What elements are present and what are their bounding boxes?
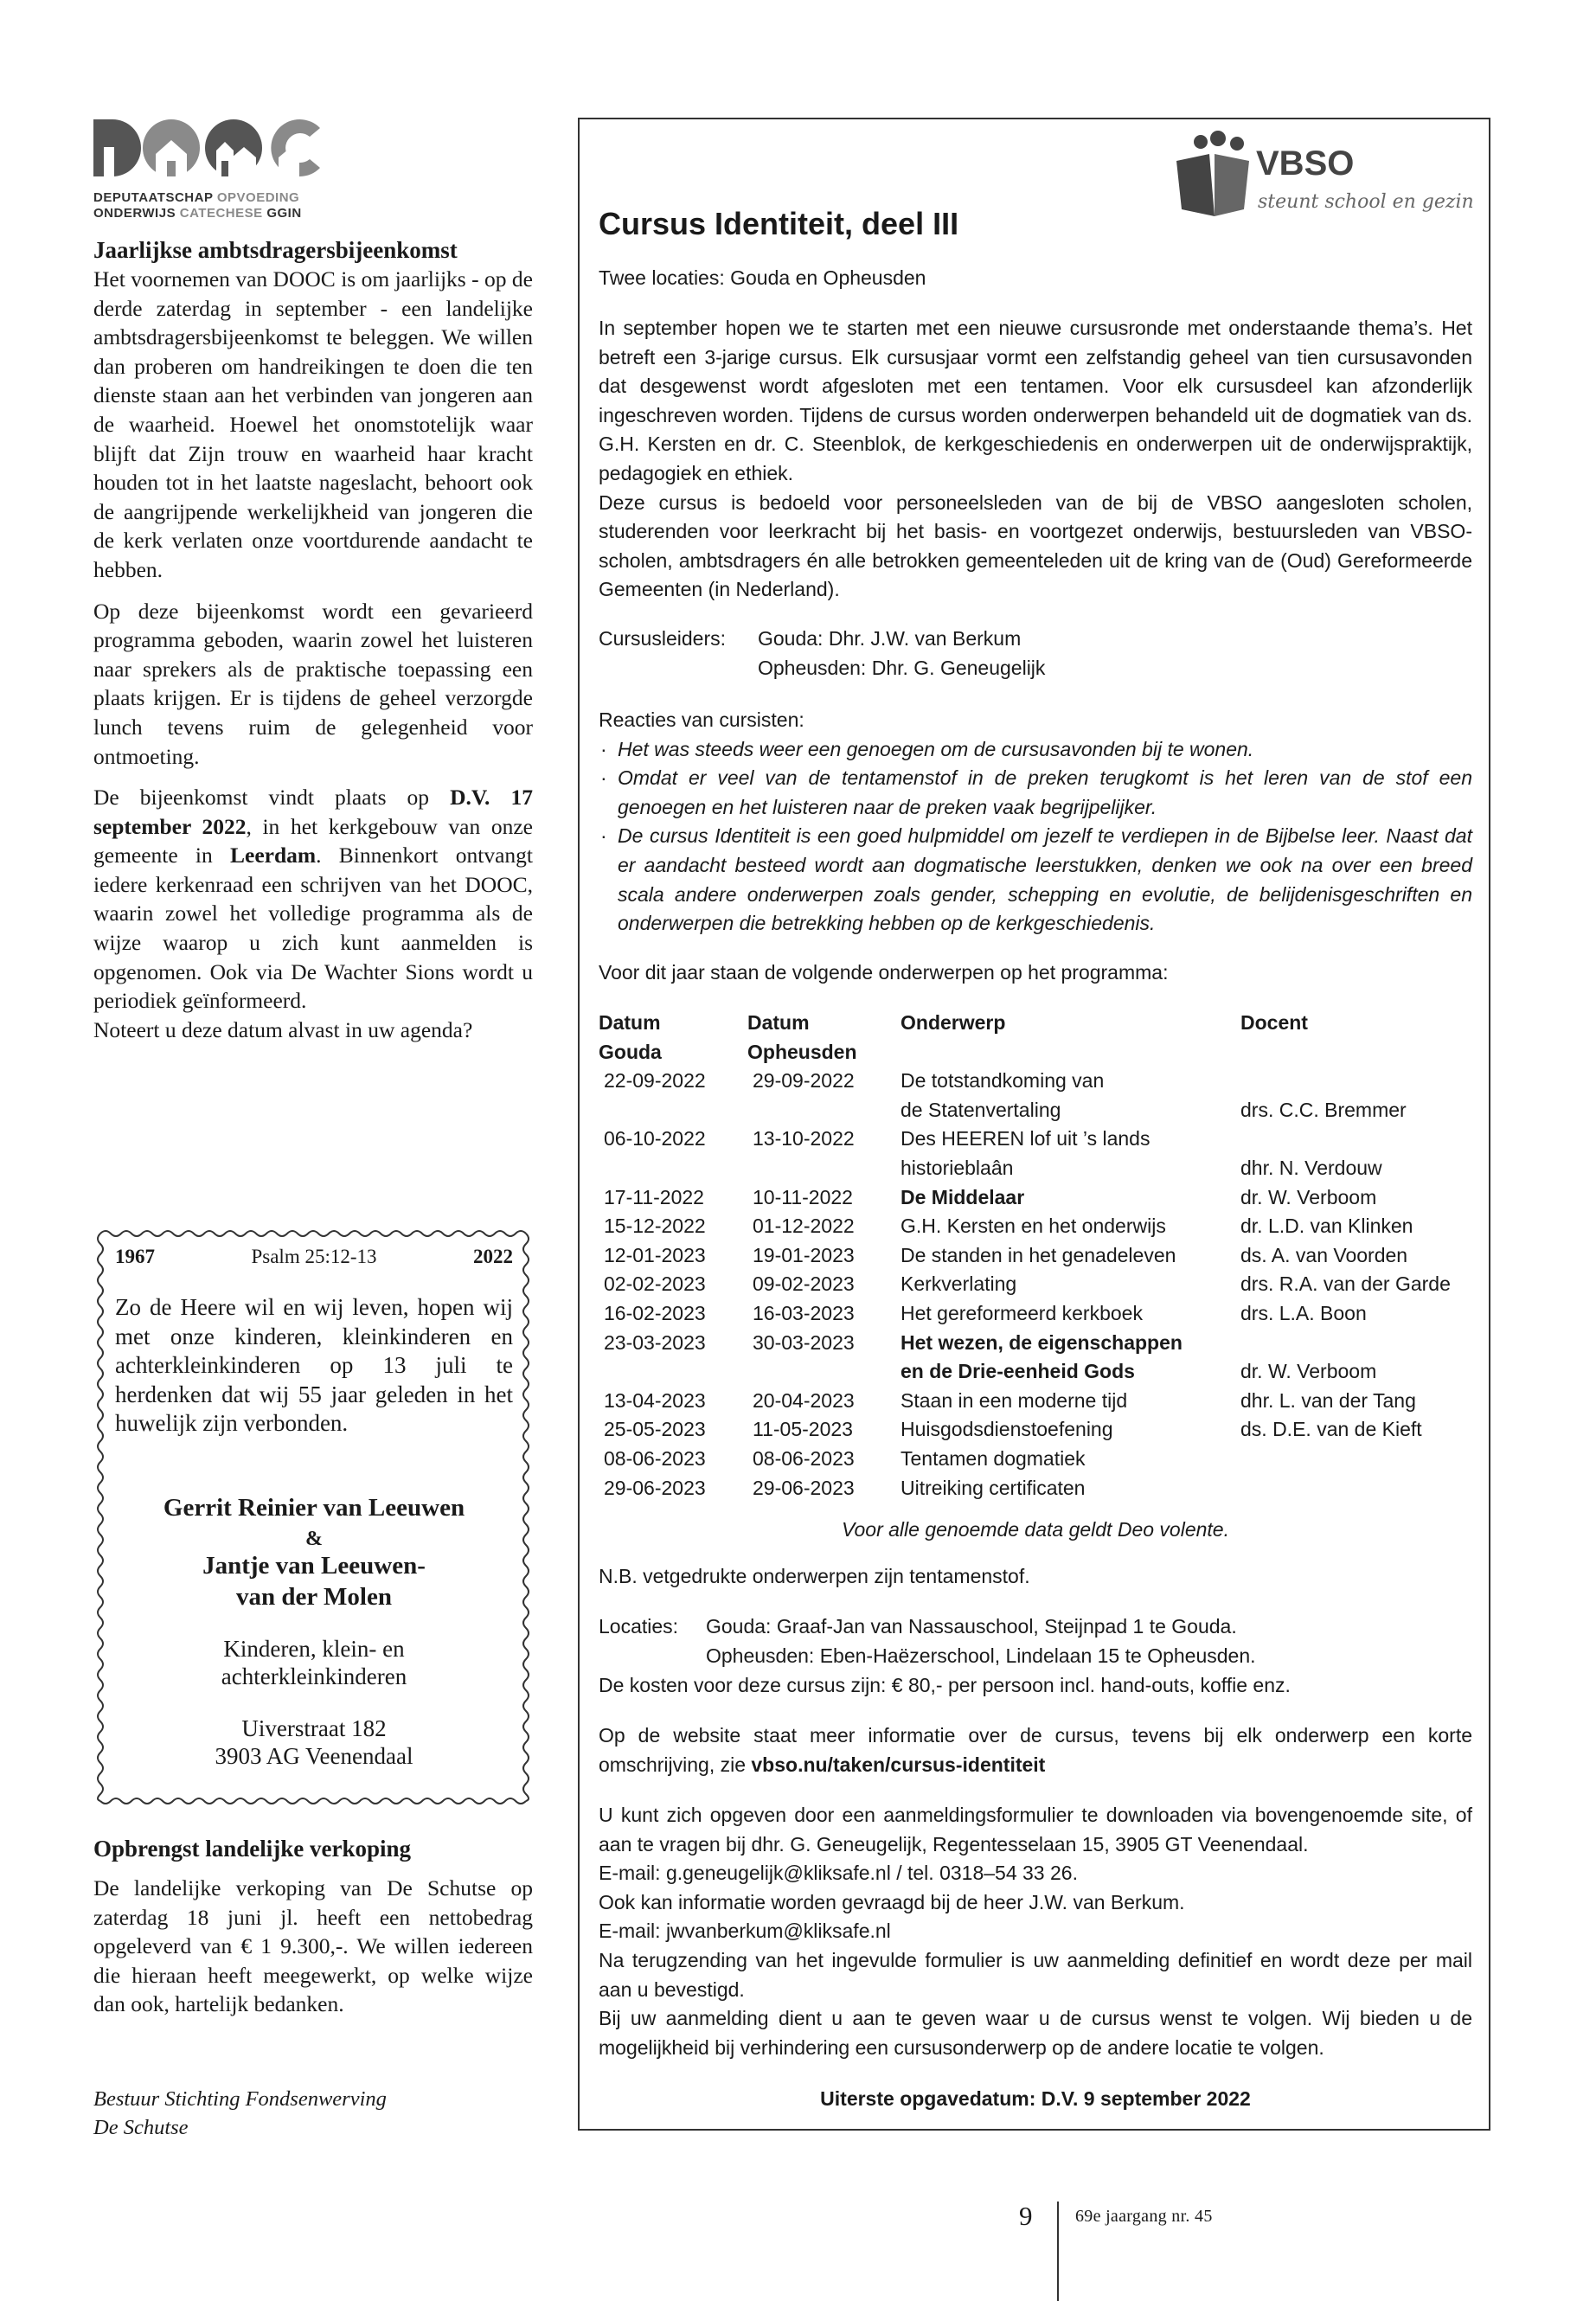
schedule-cell-topic: Kerkverlating xyxy=(901,1272,1017,1296)
announcement-text: Zo de Heere wil en wij leven, hopen wij met onze kinderen, kleinkinderen en achterkleinkinderen op 13 juli te herdenken dat wij 55 jaar geleden in het huwelijk zijn verbonden. xyxy=(115,1294,513,1436)
schedule-cell-gouda: 16-02-2023 xyxy=(604,1301,706,1324)
schedule-cell-topic: Het gereformeerd kerkboek xyxy=(901,1301,1143,1324)
family-line1: Kinderen, klein- en xyxy=(223,1636,405,1662)
schedule-cell-teacher: ds. D.E. van de Kieft xyxy=(1240,1418,1422,1441)
schedule-cell-topic: G.H. Kersten en het onderwijs xyxy=(901,1215,1166,1238)
psalm-reference: Psalm 25:12-13 xyxy=(251,1246,377,1267)
schedule-cell-topic: Huisgodsdienstoefening xyxy=(901,1418,1113,1441)
section-title: Jaarlijkse ambtsdragersbijeenkomst xyxy=(93,237,458,263)
schedule-cell-opheusden: 20-04-2023 xyxy=(753,1388,855,1412)
schedule-cell-gouda: 23-03-2023 xyxy=(604,1330,706,1354)
schedule-row xyxy=(599,1357,1472,1387)
schedule-row xyxy=(599,1125,1472,1154)
article-ambtsdragers xyxy=(93,235,533,1044)
schedule-cell-gouda: 13-04-2023 xyxy=(604,1388,706,1412)
section-title: Opbrengst landelijke verkoping xyxy=(93,1836,412,1862)
deadline: Uiterste opgavedatum: D.V. 9 september 2022 xyxy=(820,2087,1251,2110)
schedule-cell-teacher: dhr. N. Verdouw xyxy=(1240,1156,1382,1179)
schedule-cell-topic: De standen in het genadeleven xyxy=(901,1243,1176,1266)
family-line2: achterkleinkinderen xyxy=(221,1663,407,1689)
schedule-cell-gouda: 06-10-2022 xyxy=(604,1127,706,1150)
schedule-cell-teacher: ds. A. van Voorden xyxy=(1240,1243,1408,1266)
schedule-table xyxy=(599,1009,1472,1503)
year-end: 2022 xyxy=(473,1246,513,1267)
schedule-row xyxy=(599,1241,1472,1271)
schedule-cell-topic: De Middelaar xyxy=(901,1185,1025,1208)
vbso-logo-text: VBSO xyxy=(1256,144,1355,183)
location-opheusden: Opheusden: Eben-Haëzerschool, Lindelaan 15 te Opheusden. xyxy=(706,1644,1256,1667)
schedule-cell-topic: Des HEEREN lof uit ’s lands xyxy=(901,1127,1151,1150)
ampersand: & xyxy=(305,1528,323,1550)
schedule-cell-gouda: 17-11-2022 xyxy=(604,1185,704,1208)
schedule-header: Gouda Opheusden xyxy=(599,1040,857,1063)
signup-info: U kunt zich opgeven door een aanmeldingsformulier te downloaden via bovengenoemde site, of aan te vragen bij dhr. G. Geneugelijk, Regentesselaan 15, 3905 GT Veenendaal. E-mail: g.geneugelijk@kliksafe.nl / tel. 0318–54 33 26. Ook kan informatie worden gevraagd bij de heer J.W. van Berkum. E-mail: jwvanberkum@kliksafe.nl Na terugzending van het ingevulde formulier is uw aanmelding definitief en wordt deze per mail aan u bevestigd. Bij uw aanmelding dient u aan te geven waar u de cursus wenst te volgen. Wij bieden u de mogelijkheid bij verhindering een cursusonderwerp op de andere locatie te volgen. xyxy=(599,1804,1472,2059)
schedule-row xyxy=(599,1154,1472,1183)
deo-volente-note: Voor alle genoemde data geldt Deo volente. xyxy=(842,1518,1229,1541)
address-line2: 3903 AG Veenendaal xyxy=(215,1743,413,1769)
location-gouda: Gouda: Graaf-Jan van Nassauschool, Steijnpad 1 te Gouda. xyxy=(706,1615,1237,1638)
schedule-cell-topic: de Statenvertaling xyxy=(901,1098,1061,1121)
dooc-subtitle-line1: DEPUTAATSCHAP OPVOEDING xyxy=(93,190,300,205)
reactions xyxy=(599,706,1472,939)
schedule-row xyxy=(599,1183,1472,1213)
schedule-row xyxy=(599,1299,1472,1329)
schedule-cell-opheusden: 29-09-2022 xyxy=(753,1069,855,1093)
paragraph: Noteert u deze datum alvast in uw agenda? xyxy=(93,1016,473,1042)
footer-divider xyxy=(1057,2202,1059,2301)
schedule-cell-opheusden: 19-01-2023 xyxy=(753,1243,855,1266)
schedule-row xyxy=(599,1445,1472,1474)
leader-gouda: Gouda: Dhr. J.W. van Berkum xyxy=(758,627,1022,650)
schedule-cell-opheusden: 10-11-2022 xyxy=(753,1185,853,1208)
schedule-row xyxy=(599,1415,1472,1445)
schedule-row xyxy=(599,1329,1472,1358)
schedule-cell-opheusden: 11-05-2023 xyxy=(753,1418,853,1441)
paragraph: De bijeenkomst vindt plaats op D.V. 17 september 2022, in het kerkgebouw van onze gemeente in Leerdam. Binnenkort ontvangt iedere kerkenraad een schrijven van het DOOC, waarin zowel het volledige programma als de wijze waarop u zich kunt aanmelden is opgenomen. Ook via De Wachter Sions wordt u periodiek geïnformeerd. xyxy=(93,785,534,1014)
locaties-label: Locaties: xyxy=(599,1615,679,1638)
schedule-cell-gouda: 29-06-2023 xyxy=(604,1476,706,1499)
schedule-cell-gouda: 08-06-2023 xyxy=(604,1446,706,1470)
schedule-cell-opheusden: 01-12-2022 xyxy=(753,1215,855,1238)
reaction-item: · Omdat er veel van de tentamenstof in de preken terugkomt is het leren van de stof een genoegen en het luisteren naar de preken vaak begrijpelijker. xyxy=(599,764,1472,822)
schedule-cell-topic: Uitreiking certificaten xyxy=(901,1476,1086,1499)
signature: Bestuur Stichting Fondsenwerving De Schutse xyxy=(93,2087,387,2139)
course-title: Cursus Identiteit, deel III xyxy=(599,206,959,241)
schedule-cell-gouda: 02-02-2023 xyxy=(604,1272,706,1296)
schedule-row xyxy=(599,1270,1472,1299)
name-husband: Gerrit Reinier van Leeuwen xyxy=(163,1494,465,1522)
schedule-cell-topic: Tentamen dogmatiek xyxy=(901,1446,1086,1470)
paragraph: De landelijke verkoping van De Schutse op zaterdag 18 juni jl. heeft een nettobedrag opgeleverd van € 1 9.300,-. We willen iedereen die hieraan heeft meegewerkt, op welke wijze dan ook, hartelijk bedanken. xyxy=(93,1875,533,2017)
address-line1: Uiverstraat 182 xyxy=(241,1715,387,1741)
schedule-cell-teacher: dhr. L. van der Tang xyxy=(1240,1388,1416,1412)
schedule-cell-teacher: drs. L.A. Boon xyxy=(1240,1301,1367,1324)
schedule-cell-topic: en de Drie-eenheid Gods xyxy=(901,1360,1135,1383)
schedule-header: Datum Datum Onderwerp Docent xyxy=(599,1011,1308,1034)
schedule-cell-gouda: 22-09-2022 xyxy=(604,1069,706,1093)
schedule-cell-opheusden: 16-03-2023 xyxy=(753,1301,855,1324)
dooc-subtitle-line2: ONDERWIJS CATECHESE GGIN xyxy=(93,206,302,221)
schedule-row xyxy=(599,1474,1472,1503)
schedule-row xyxy=(599,1212,1472,1241)
schedule-row xyxy=(599,1096,1472,1125)
reactions-label: Reacties van cursisten: xyxy=(599,708,804,731)
schedule-cell-teacher: dr. W. Verboom xyxy=(1240,1360,1377,1383)
schedule-cell-opheusden: 09-02-2023 xyxy=(753,1272,855,1296)
email-gouda: E-mail: g.geneugelijk@kliksafe.nl / tel. 0318–54 33 26. xyxy=(599,1862,1078,1885)
email-opheusden: E-mail: jwvanberkum@kliksafe.nl xyxy=(599,1920,891,1943)
reaction-item: · Het was steeds weer een genoegen om de cursusavonden bij te wonen. xyxy=(599,735,1472,765)
website-info: Op de website staat meer informatie over de cursus, tevens bij elk onderwerp een korte omschrijving, zie vbso.nu/taken/cursus-identiteit xyxy=(599,1724,1472,1776)
course-intro: In september hopen we te starten met een nieuwe cursusronde met onderstaande thema’s. Het betreft een 3-jarige cursus. Elk cursusjaar vormt een zelfstandig geheel van tien cursusavonden dat desgewenst wordt afgesloten met een tentamen. Voor elk cursusdeel kan afzonderlijk ingeschreven worden. Tijdens de cursus worden onderwerpen behandeld uit de dogmatiek van ds. G.H. Kersten en dr. C. Steenblok, de kerkgeschiedenis en onderwerpen uit de onderwijspraktijk, pedagogiek en ethiek. Deze cursus is bedoeld voor personeelsleden van de bij de VBSO aangesloten scholen, studerenden voor leerkracht bij het basis- en voortgezet onderwijs, bestuursleden van VBSO-scholen, ambtsdragers én alle betrokken gemeenteleden uit de kring van de (Oud) Gereformeerde Gemeenten (in Nederland). xyxy=(599,317,1472,601)
schedule-cell-topic: Staan in een moderne tijd xyxy=(901,1388,1128,1412)
schedule-cell-teacher: drs. C.C. Bremmer xyxy=(1240,1098,1407,1121)
schedule-cell-topic: De totstandkoming van xyxy=(901,1069,1105,1093)
vbso-logo xyxy=(1176,130,1475,225)
schedule-cell-teacher: drs. R.A. van der Garde xyxy=(1240,1272,1451,1296)
page-number: 9 xyxy=(1019,2201,1033,2231)
locations-line: Twee locaties: Gouda en Opheusden xyxy=(599,266,926,289)
nb-note: N.B. vetgedrukte onderwerpen zijn tentamenstof. xyxy=(599,1565,1030,1587)
schedule-cell-opheusden: 30-03-2023 xyxy=(753,1330,855,1354)
leader-opheusden: Opheusden: Dhr. G. Geneugelijk xyxy=(758,657,1046,679)
schedule-cell-opheusden: 13-10-2022 xyxy=(753,1127,855,1150)
schedule-cell-teacher: dr. L.D. van Klinken xyxy=(1240,1215,1413,1238)
schedule-row xyxy=(599,1067,1472,1096)
leaders-label: Cursusleiders: xyxy=(599,627,726,650)
schedule-cell-topic: Het wezen, de eigenschappen xyxy=(901,1330,1183,1354)
name-wife-line2: van der Molen xyxy=(236,1583,392,1611)
schedule-cell-gouda: 15-12-2022 xyxy=(604,1215,706,1238)
schedule-cell-gouda: 12-01-2023 xyxy=(604,1243,706,1266)
schedule-cell-topic: historieblaân xyxy=(901,1156,1014,1179)
reaction-item: · De cursus Identiteit is een goed hulpmiddel om jezelf te verdiepen in de Bijbelse leer. Naast dat er aandacht besteed wordt aan dogmatische leerstukken, denken we ook na over een breed scala andere onderwerpen zoals gender, schepping en evolutie, de belijdenisgeschriften en onderwerpen die betrekking hebben op de kerkgeschiedenis. xyxy=(599,822,1472,938)
course-costs: De kosten voor deze cursus zijn: € 80,- per persoon incl. hand-outs, koffie enz. xyxy=(599,1674,1291,1696)
volume-number: 69e jaargang nr. 45 xyxy=(1075,2207,1213,2226)
website-link[interactable]: vbso.nu/taken/cursus-identiteit xyxy=(751,1753,1046,1776)
schedule-cell-opheusden: 08-06-2023 xyxy=(753,1446,855,1470)
vbso-tagline: steunt school en gezin xyxy=(1258,191,1474,213)
schedule-cell-gouda: 25-05-2023 xyxy=(604,1418,706,1441)
program-intro: Voor dit jaar staan de volgende onderwerpen op het programma: xyxy=(599,961,1169,984)
paragraph: Het voornemen van DOOC is om jaarlijks - op de derde zaterdag in september - een landelijke ambtsdragersbijeenkomst te beleggen. We willen dan proberen om handreikingen te doen die ten dienste staan aan het verbinden van jongeren aan de waarheid. Hoewel het onomstotelijk waar blijft dat Zijn trouw en waarheid haar kracht houden tot in het laatste nageslacht, behoort ook de aangrijpende werkelijkheid van jongeren die de kerk verlaten onze voortdurende aandacht te hebben. xyxy=(93,266,533,582)
schedule-cell-opheusden: 29-06-2023 xyxy=(753,1476,855,1499)
article-verkoping xyxy=(93,1834,533,2019)
year-start: 1967 xyxy=(115,1246,155,1267)
schedule-cell-teacher: dr. W. Verboom xyxy=(1240,1185,1377,1208)
paragraph: Op deze bijeenkomst wordt een gevarieerd programma geboden, waarin zowel het luisteren naar sprekers als de praktische toepassing een plaats krijgen. Er is tijdens de geheel verzorgde lunch tevens ruim de gelegenheid voor ontmoeting. xyxy=(93,598,533,769)
schedule-row xyxy=(599,1387,1472,1416)
name-wife-line1: Jantje van Leeuwen- xyxy=(202,1552,426,1580)
